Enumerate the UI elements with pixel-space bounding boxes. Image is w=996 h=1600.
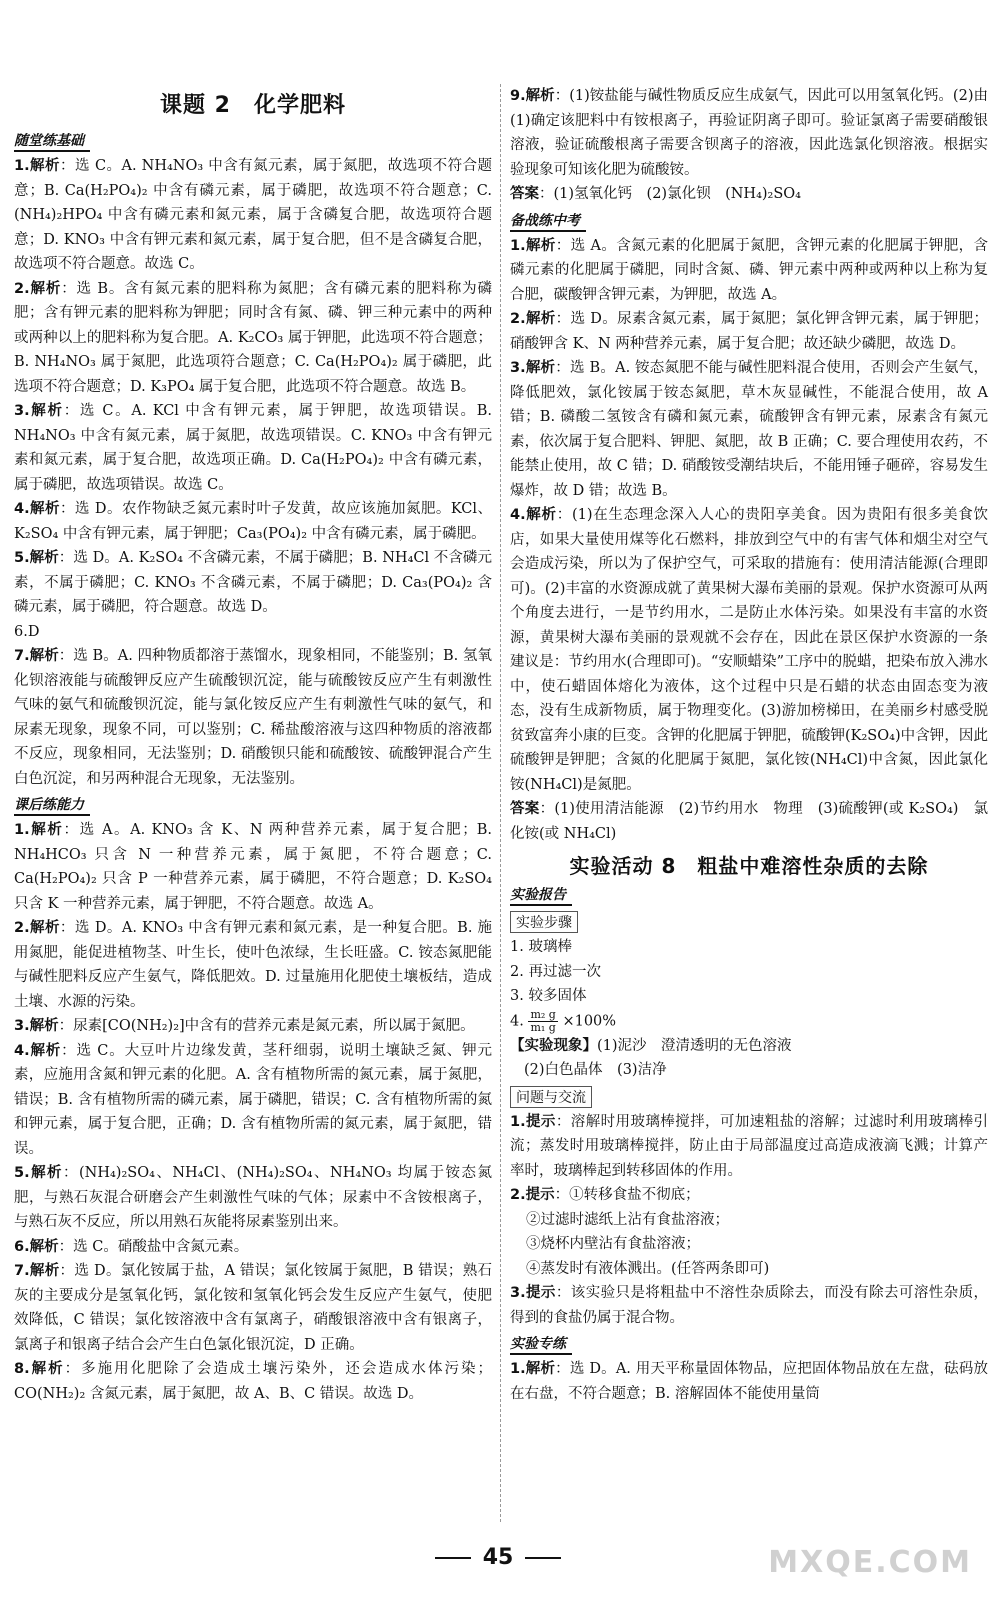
answer-item: 5.解析：(NH₄)₂SO₄、NH₄Cl、(NH₄)₂SO₄、NH₄NO₃ 均属于铵态氮肥，与熟石灰混合研磨会产生刺激性气味的气体；尿素中不含铵根离子，与熟石灰不反应，所以用熟石灰能将尿素鉴别出来。 <box>14 1165 492 1230</box>
step-item: 3. 较多固体 <box>510 988 587 1004</box>
answer-item: 4.解析：选 C。大豆叶片边缘发黄，茎秆细弱，说明土壤缺乏氮、钾元素，应施用含氮和钾元素的化肥。A. 含有植物所需的氮元素，属于氮肥，错误；B. 含有植物所需的磷元素，属于磷肥，错误；C. 含有植物所需的氮和钾元素，属于复合肥，正确；D. 含有植物所需的氮元素，属于氮肥，错误。 <box>14 1042 492 1157</box>
answer-item: 7.解析：选 D。氯化铵属于盐，A 错误；氯化铵属于氮肥，B 错误；熟石灰的主要成分是氢氧化钙，氯化铵和氢氧化钙会发生反应产生氨气，使肥效降低，C 错误；氯化铵溶液中含有氯离子，硝酸银溶液中含有银离子，氯离子和银离子结合会产生白色氯化银沉淀，D 正确。 <box>14 1263 493 1353</box>
answer-item: 3.解析：尿素[CO(NH₂)₂]中含有的营养元素是氮元素，所以属于氮肥。 <box>14 1018 475 1034</box>
page-number: 45 <box>0 1545 996 1570</box>
answer-list <box>14 154 492 791</box>
answer-item: 2.解析：选 D。尿素含氮元素，属于氮肥；氯化钾含钾元素，属于钾肥；硝酸钾含 K、N 两种营养元素，属于复合肥；故还缺少磷肥，故选 D。 <box>510 311 988 352</box>
answer-item: 2.解析：选 B。含有氮元素的肥料称为氮肥；含有磷元素的肥料称为磷肥；含有钾元素的肥料称为钾肥；同时含有氮、磷、钾三种元素中的两种或两种以上的肥料称为复合肥。A. K₂CO₃ 属于钾肥，此选项不符合题意；B. NH₄NO₃ 属于氮肥，此选项符合题意；C. Ca(H₂PO₄)₂ 属于磷肥，此选项不符合题意；D. K₃PO₄ 属于复合肥，此选项不符合题意。故选 B。 <box>14 280 492 395</box>
answer-item: 4.解析：(1)在生态理念深入人心的贵阳享美食。因为贵阳有很多美食饮店，如果大量使用煤等化石燃料，排放到空气中的有害气体和烟尘对空气会造成污染，所以为了保护空气，可采取的措施有：使用清洁能源(合理即可)。(2)丰富的水资源成就了黄果树大瀑布美丽的景观。保护水资源可从两个角度去进行，一是节约用水，二是防止水体污染。如果没有丰富的水资源，黄果树大瀑布美丽的景观就不会存在，因此在景区保护水资源的一条建议是：节约用水(合理即可)。“安顺蜡染”工序中的脱蜡，把染布放入沸水中，使石蜡固体熔化为液体，这个过程中只是石蜡的状态由固态变为液态，没有生成新物质，属于物理变化。(3)游加榜梯田，在美丽乡村感受脱贫致富奔小康的巨变。含钾的化肥属于钾肥，硫酸钾(K₂SO₄)中含钾，因此硫酸钾是钾肥；含氮的化肥属于氮肥，氯化铵(NH₄Cl)中含氮，因此氯化铵(NH₄Cl)是氮肥。 <box>510 507 988 793</box>
answer-item: 2.解析：选 D。A. KNO₃ 中含有钾元素和氮元素，是一种复合肥。B. 施用氮肥，能促进植物茎、叶生长，使叶色浓绿，生长旺盛。C. 铵态氮肥能与碱性肥料反应产生氨气，降低肥效。D. 过量施用化肥使土壤板结，造成土壤、水源的污染。 <box>14 920 492 1010</box>
step-item: 2. 再过滤一次 <box>510 963 601 980</box>
answer-list <box>510 234 988 798</box>
answer-item: 6.解析：选 C。硝酸盐中含氮元素。 <box>14 1238 249 1255</box>
phenomenon-line: (2)白色晶体 (3)洁净 <box>524 1062 667 1078</box>
answer-item: ②过滤时滤纸上沾有食盐溶液； <box>526 1211 729 1228</box>
step-item: 1. 玻璃棒 <box>510 939 572 955</box>
answer-item: 3.解析：选 B。A. 铵态氮肥不能与碱性肥料混合使用，否则会产生氨气，降低肥效，氯化铵属于铵态氮肥，草木灰显碱性，不能混合使用，故 A 错；B. 磷酸二氢铵含有磷和氮元素，硫酸钾含有钾元素，尿素含有氮元素，依次属于复合肥料、钾肥、氮肥，故 B 正确；C. 要合理使用农药，不能禁止使用，故 C 错；D. 硝酸铵受潮结块后，不能用锤子砸碎，容易发生爆炸，故 D 错；故选 B。 <box>510 360 988 499</box>
answer-item: ④蒸发时有液体溅出。(任答两条即可) <box>526 1260 770 1277</box>
section-title: 课题 2 化学肥料 <box>160 93 346 118</box>
subsection-heading: 实验报告 <box>510 884 572 906</box>
boxed-heading: 问题与交流 <box>510 1086 592 1108</box>
answer-item: 1.解析：选 A。A. KNO₃ 含 K、N 两种营养元素，属于复合肥；B. NH₄HCO₃ 只含 N 一种营养元素，属于氮肥，不符合题意；C. Ca(H₂PO₄)₂ 只含 P 一种营养元素，属于磷肥，不符合题意；D. K₂SO₄ 只含 K 一种营养元素，属于钾肥，不符合题意。故选 A。 <box>14 822 492 912</box>
section-title: 实验活动 8 粗盐中难溶性杂质的去除 <box>569 854 929 878</box>
right-column <box>510 84 988 1406</box>
subsection-heading: 实验专练 <box>510 1333 572 1355</box>
subsection-heading: 课后练能力 <box>14 794 90 816</box>
answer-item: 2.提示：①转移食盐不彻底； <box>510 1187 700 1203</box>
boxed-heading: 实验步骤 <box>510 911 578 933</box>
answer-item: 1.解析：选 A。含氮元素的化肥属于氮肥，含钾元素的化肥属于钾肥，含磷元素的化肥属于磷肥，同时含氮、磷、钾元素中两种或两种以上称为复合肥，碳酸钾含钾元素，为钾肥，故选 A。 <box>510 237 989 303</box>
subsection-heading: 随堂练基础 <box>14 130 90 152</box>
answer-item: 1.解析：选 C。A. NH₄NO₃ 中含有氮元素，属于氮肥，故选项不符合题意；B. Ca(H₂PO₄)₂ 中含有磷元素，属于磷肥，故选项不符合题意；C. (NH₄)₂HPO₄ 中含有磷元素和氮元素，属于含磷复合肥，故选项符合题意；D. KNO₃ 中含有钾元素和氮元素，属于复合肥，但不是含磷复合肥，故选项不符合题意。故选 C。 <box>14 158 492 272</box>
answer-item: 1.提示：溶解时用玻璃棒搅拌，可加速粗盐的溶解；过滤时利用玻璃棒引流；蒸发时用玻璃棒搅拌，防止由于局部温度过高造成液滴飞溅；计算产率时，玻璃棒起到转移固体的作用。 <box>510 1113 988 1179</box>
step-item: 4. $\frac{\text{m₂ g}}{\text{m₁ g}}$ ×100% <box>510 1007 617 1034</box>
phenomenon-line: 【实验现象】(1)泥沙 澄清透明的无色溶液 <box>510 1037 792 1054</box>
page-number-dash <box>525 1557 561 1559</box>
fraction: $\frac{\text{m₂ g}}{\text{m₁ g}}$ <box>530 1007 556 1034</box>
answer-item: 1.解析：选 D。A. 用天平称量固体物品，应把固体物品放在左盘，砝码放在右盘，不符合题意；B. 溶解固体不能使用量筒 <box>510 1361 989 1402</box>
answer-item: 4.解析：选 D。农作物缺乏氮元素时叶子发黄，故应该施加氮肥。KCl、K₂SO₄ 中含有钾元素，属于钾肥；Ca₃(PO₄)₂ 中含有磷元素，属于磷肥。 <box>14 501 492 542</box>
page-number-dash <box>435 1557 471 1559</box>
answer-item: 8.解析：多施用化肥除了会造成土壤污染外，还会造成水体污染；CO(NH₂)₂ 含氮元素，属于氮肥，故 A、B、C 错误。故选 D。 <box>14 1361 492 1402</box>
answer-item: 5.解析：选 D。A. K₂SO₄ 不含磷元素，不属于磷肥；B. NH₄Cl 不含磷元素，不属于磷肥；C. KNO₃ 不含磷元素，不属于磷肥；D. Ca₃(PO₄)₂ 含磷元素，属于磷肥，符合题意。故选 D。 <box>14 550 492 615</box>
answer-list <box>14 818 492 1406</box>
watermark-logo: MXQE.COM <box>768 1545 972 1580</box>
answer-key: 答案：(1)使用清洁能源 (2)节约用水 物理 (3)硫酸钾(或 K₂SO₄) 氯化铵(或 NH₄Cl) <box>510 801 989 842</box>
answer-item: 9.解析：(1)铵盐能与碱性物质反应生成氨气，因此可以用氢氧化钙。(2)由(1)确定该肥料中有铵根离子，再验证阴离子即可。验证氯离子需要硝酸银溶液，验证硫酸根离子需要含钡离子的溶液，因此选氯化钡溶液。根据实验现象可知该化肥为硫酸铵。 <box>510 88 988 178</box>
answer-item: 7.解析：选 B。A. 四种物质都溶于蒸馏水，现象相同，不能鉴别；B. 氢氧化钡溶液能与硫酸钾反应产生硫酸钡沉淀，能与硫酸铵反应产生有刺激性气味的氨气和硫酸钡沉淀，能与氯化铵反应产生有刺激性气味的氨气，和尿素无现象，现象不同，可以鉴别；C. 稀盐酸溶液与这四种物质的溶液都不反应，现象相同，无法鉴别；D. 硝酸钡只能和硫酸铵、硫酸钾混合产生白色沉淀，和另两种混合无现象，无法鉴别。 <box>14 648 492 787</box>
left-column <box>14 82 492 1406</box>
answer-item: ③烧杯内壁沾有食盐溶液； <box>526 1236 700 1252</box>
column-divider <box>500 84 501 1522</box>
answer-item: 3.解析：选 C。A. KCl 中含有钾元素，属于钾肥，故选项错误。B. NH₄NO₃ 中含有氮元素，属于氮肥，故选项错误。C. KNO₃ 中含有钾元素和氮元素，属于复合肥，故选项正确。D. Ca(H₂PO₄)₂ 中含有磷元素，属于磷肥，故选项错误。故选 C。 <box>14 403 492 493</box>
subsection-heading: 备战练中考 <box>510 210 586 232</box>
answer-key: 答案：(1)氢氧化钙 (2)氯化钡 (NH₄)₂SO₄ <box>510 186 801 202</box>
answer-item: 3.提示：该实验只是将粗盐中不溶性杂质除去，而没有除去可溶性杂质，得到的食盐仍属于混合物。 <box>510 1285 988 1326</box>
answer-item: 6.D <box>14 623 40 640</box>
